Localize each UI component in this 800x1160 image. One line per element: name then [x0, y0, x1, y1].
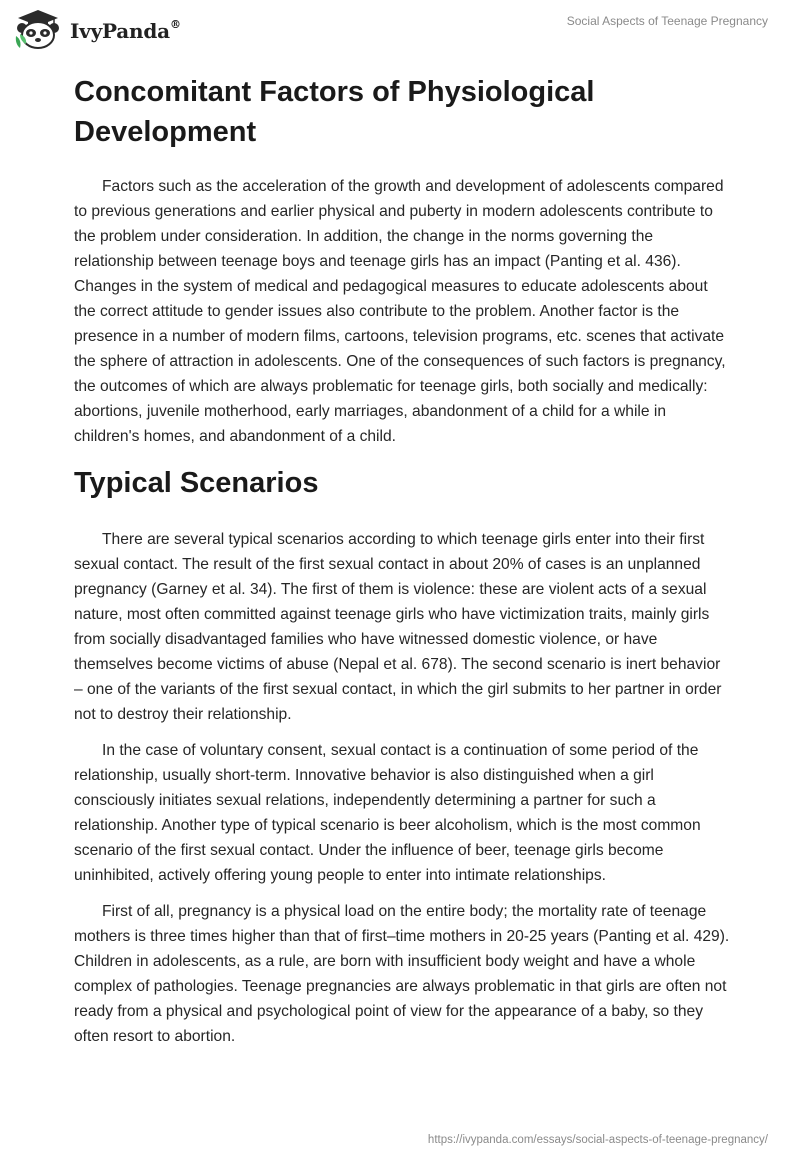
running-title: Social Aspects of Teenage Pregnancy: [566, 14, 768, 28]
ivypanda-logo[interactable]: [14, 6, 181, 50]
paragraph: Factors such as the acceleration of the growth and development of adolescents compared to previous generations and earlier physical and puberty in modern adolescents contribute to the problem under consideration. In addition, the change in the norms governing the relationship between teenage boys and teenage girls has an impact (Panting et al. 436). Changes in the system of medical and pedagogical measures to educate adolescents about the correct attitude to gender issues also contribute to the problem. Another factor is the presence in a number of modern films, cartoons, television programs, etc. scenes that activate the sphere of attraction in adolescents. One of the consequences of such factors is pregnancy, the outcomes of which are always problematic for teenage girls, both socially and medically: abortions, juvenile motherhood, early marriages, abandonment of a child for a while in children's homes, and abandonment of a child.: [74, 178, 726, 445]
paragraph: In the case of voluntary consent, sexual contact is a continuation of some period of the relationship, usually short-term. Innovative behavior is also distinguished when a girl consciously initiates sexual relations, independently determining a partner for such a relationship. Another type of typical scenario is beer alcoholism, which is the most common scenario of the first sexual contact. Under the influence of beer, teenage girls become uninhibited, actively offering young people to enter into intimate relationships.: [74, 742, 701, 884]
page-header: [0, 0, 800, 56]
paragraph: There are several typical scenarios according to which teenage girls enter into their first sexual contact. The result of the first sexual contact in about 20% of cases is an unplanned pregnancy (Garney et al. 34). The first of them is violence: these are violent acts of a sexual nature, most often committed against teenage girls who have victimization traits, mainly girls from socially disadvantaged families who have witnessed domestic violence, or have themselves become victims of abuse (Nepal et al. 678). The second scenario is inert behavior – one of the variants of the first sexual contact, in which the girl submits to her partner in order not to destroy their relationship.: [74, 531, 722, 723]
section-heading: Typical Scenarios: [74, 467, 319, 499]
article-body: [74, 72, 730, 1060]
section-heading: Concomitant Factors of Physiological Development: [74, 76, 595, 148]
source-url[interactable]: https://ivypanda.com/essays/social-aspects-of-teenage-pregnancy/: [427, 1134, 768, 1146]
logo-wordmark: IvyPanda®: [70, 18, 181, 43]
paragraph: First of all, pregnancy is a physical load on the entire body; the mortality rate of teenage mothers is three times higher than that of first–time mothers in 20-25 years (Panting et al. 429). Children in adolescents, as a rule, are born with insufficient body weight and have a whole complex of pathologies. Teenage pregnancies are always problematic in that girls are often not ready from a physical and psychological point of view for the appearance of a baby, so they often resort to abortion.: [74, 903, 730, 1045]
panda-graduation-cap-icon: [14, 6, 64, 50]
